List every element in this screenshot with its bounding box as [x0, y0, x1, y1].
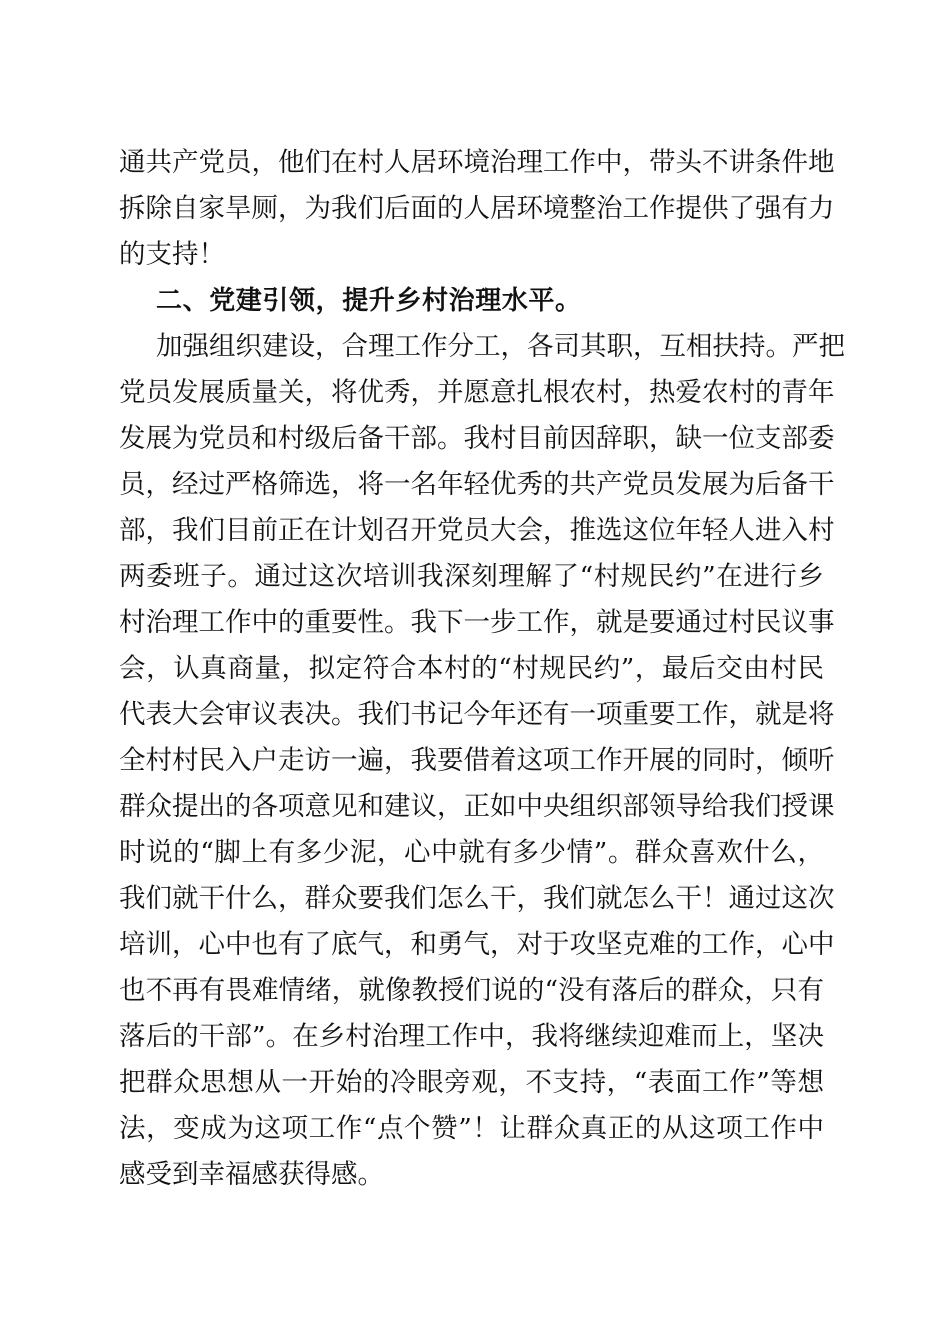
text-line: 村治理工作中的重要性。我下一步工作，就是要通过村民议事 [119, 607, 835, 638]
text-line: 也不再有畏难情绪，就像教授们说的“没有落后的群众，只有 [119, 975, 824, 1006]
text-line: 代表大会审议表决。我们书记今年还有一项重要工作，就是将 [119, 699, 835, 730]
text-line: 法，变成为这项工作“点个赞”！让群众真正的从这项工作中 [119, 1113, 824, 1144]
paragraph-party-building [119, 324, 845, 1198]
text-line: 发展为党员和村级后备干部。我村目前因辞职，缺一位支部委 [119, 423, 835, 454]
text-line: 部，我们目前正在计划召开党员大会，推选这位年轻人进入村 [119, 515, 835, 546]
text-line: 的支持！ [119, 239, 225, 270]
paragraph-continuation [119, 140, 835, 278]
document-body [119, 140, 845, 1198]
text-line: 时说的“脚上有多少泥，心中就有多少情”。群众喜欢什么， [119, 837, 824, 868]
text-line: 党员发展质量关，将优秀，并愿意扎根农村，热爱农村的青年 [119, 377, 835, 408]
text-line: 拆除自家旱厕，为我们后面的人居环境整治工作提供了强有力 [119, 193, 835, 224]
text-line: 我们就干什么，群众要我们怎么干，我们就怎么干！通过这次 [119, 883, 835, 914]
text-line: 会，认真商量，拟定符合本村的“村规民约”，最后交由村民 [119, 653, 824, 684]
text-line: 感受到幸福感获得感。 [119, 1159, 384, 1190]
text-line: 员，经过严格筛选，将一名年轻优秀的共产党员发展为后备干 [119, 469, 835, 500]
text-line: 落后的干部”。在乡村治理工作中，我将继续迎难而上，坚决 [119, 1021, 824, 1052]
text-line: 通共产党员，他们在村人居环境治理工作中，带头不讲条件地 [119, 147, 835, 178]
section-heading: 二、党建引领，提升乡村治理水平。 [156, 286, 582, 316]
text-line: 加强组织建设，合理工作分工，各司其职，互相扶持。严把 [156, 331, 845, 362]
text-line: 培训，心中也有了底气，和勇气，对于攻坚克难的工作，心中 [119, 929, 835, 960]
text-line: 两委班子。通过这次培训我深刻理解了“村规民约”在进行乡 [119, 561, 824, 592]
text-line: 全村村民入户走访一遍，我要借着这项工作开展的同时，倾听 [119, 745, 835, 776]
text-line: 群众提出的各项意见和建议，正如中央组织部领导给我们授课 [119, 791, 835, 822]
text-line: 把群众思想从一开始的冷眼旁观，不支持，“表面工作”等想 [119, 1067, 824, 1098]
